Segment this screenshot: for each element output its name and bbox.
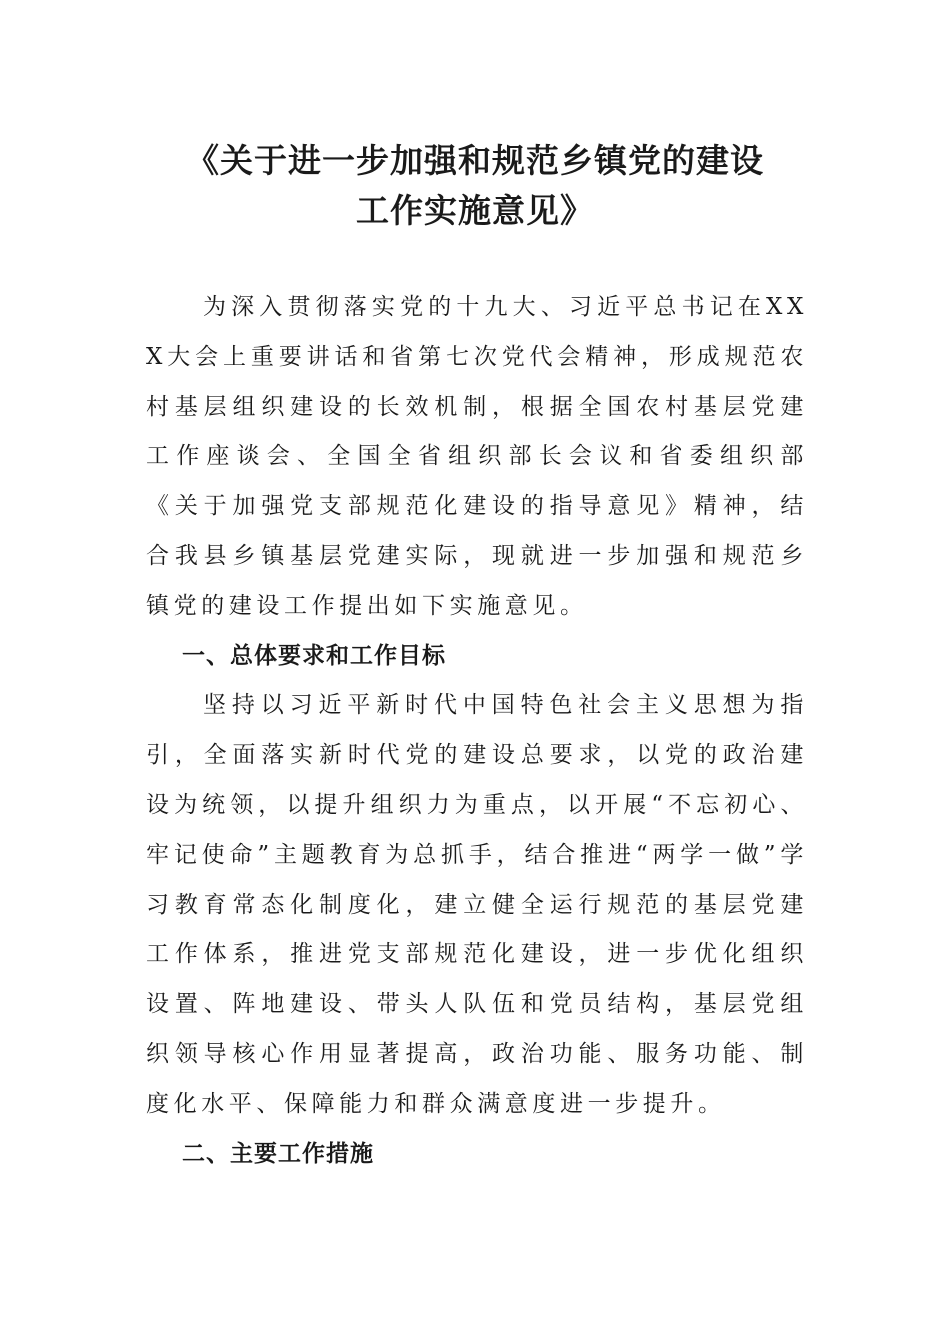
document-body — [146, 283, 808, 1179]
document-title-line-2: 工作实施意见》 — [356, 191, 594, 230]
section-heading-1: 一、总体要求和工作目标 — [182, 642, 446, 669]
section-1-paragraph: 坚持以习近平新时代中国特色社会主义思想为指引，全面落实新时代党的建设总要求，以党的政治建设为统领，以提升组织力为重点，以开展“不忘初心、牢记使命”主题教育为总抓手，结合推进“两学一做”学习教育常态化制度化，建立健全运行规范的基层党建工作体系，推进党支部规范化建设，进一步优化组织设置、阵地建设、带头人队伍和党员结构，基层党组织领导核心作用显著提高，政治功能、服务功能、制度化水平、保障能力和群众满意度进一步提升。 — [146, 692, 808, 1117]
section-heading-2: 二、主要工作措施 — [182, 1140, 374, 1167]
intro-paragraph: 为深入贯彻落实党的十九大、习近平总书记在XXX大会上重要讲话和省第七次党代会精神，形成规范农村基层组织建设的长效机制，根据全国农村基层党建工作座谈会、全国全省组织部长会议和省委组织部《关于加强党支部规范化建设的指导意见》精神，结合我县乡镇基层党建实际，现就进一步加强和规范乡镇党的建设工作提出如下实施意见。 — [146, 294, 808, 619]
document-title-line-1: 《关于进一步加强和规范乡镇党的建设 — [186, 141, 764, 180]
